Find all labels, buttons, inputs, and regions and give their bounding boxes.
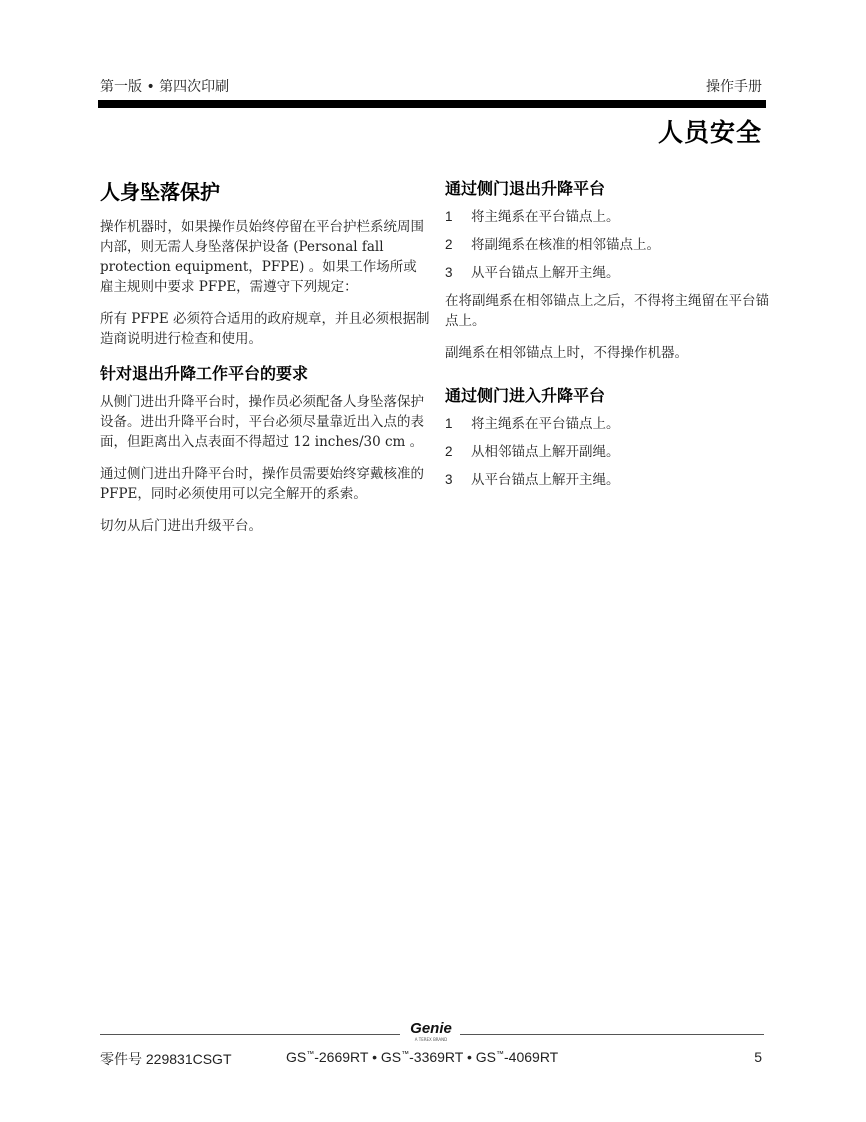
exit-steps-list xyxy=(445,207,770,291)
paragraph: 从侧门进出升降平台时，操作员必须配备人身坠落保护设备。进出升降平台时，平台必须尽量靠近出入点的表面，但距离出入点表面不得超过 12 inches/30 cm 。 xyxy=(100,394,424,450)
paragraph: 切勿从后门进出升级平台。 xyxy=(100,518,262,534)
paragraph: 通过侧门进出升降平台时，操作员需要始终穿戴核准的 PFPE，同时必须使用可以完全解开的系索。 xyxy=(100,466,424,502)
model-separator: • xyxy=(463,1049,476,1065)
header-edition: 第一版 • 第四次印刷 xyxy=(100,79,230,95)
model-number: -3369RT xyxy=(409,1049,464,1065)
model-brand: GS xyxy=(380,1049,402,1065)
step-text: 从相邻锚点上解开副绳。 xyxy=(471,444,620,460)
model-number: -4069RT xyxy=(504,1049,559,1065)
footer-rule-left xyxy=(100,1034,400,1035)
step-text: 从平台锚点上解开主绳。 xyxy=(471,472,620,488)
logo-wordmark: Genie xyxy=(410,1020,452,1037)
list-item xyxy=(445,263,770,291)
paragraph: 所有 PFPE 必须符合适用的政府规章，并且必须根据制造商说明进行检查和使用。 xyxy=(100,311,430,347)
page-title: 人员安全 xyxy=(657,118,762,147)
part-number: 零件号 229831CSGT xyxy=(100,1051,232,1067)
header-manual-title: 操作手册 xyxy=(706,79,762,95)
model-separator: • xyxy=(368,1049,381,1065)
model-brand: GS xyxy=(475,1049,497,1065)
section-heading-exit-requirements: 针对退出升降工作平台的要求 xyxy=(100,364,309,383)
paragraph: 操作机器时，如果操作员始终停留在平台护栏系统周围内部，则无需人身坠落保护设备 (Personal fall protection equipment，PFPE) 。如果工作场所或雇主规则中要求 PFPE，需遵守下列规定： xyxy=(100,219,424,295)
step-number: 2 xyxy=(445,444,453,459)
header-rule xyxy=(98,100,766,108)
trademark-mark: ™ xyxy=(496,1049,505,1059)
right-column xyxy=(445,176,770,498)
step-text: 将副绳系在核准的相邻锚点上。 xyxy=(471,237,660,253)
left-column xyxy=(100,176,430,548)
paragraph: 副绳系在相邻锚点上时，不得操作机器。 xyxy=(445,345,688,361)
genie-logo xyxy=(404,1021,458,1042)
list-item xyxy=(445,235,770,263)
section-heading-enter-side-gate: 通过侧门进入升降平台 xyxy=(445,386,606,405)
list-item xyxy=(445,207,770,235)
list-item xyxy=(445,414,770,442)
section-heading-fall-protection: 人身坠落保护 xyxy=(100,180,220,204)
page-number: 5 xyxy=(754,1049,762,1065)
model-number: -2669RT xyxy=(314,1049,369,1065)
step-text: 从平台锚点上解开主绳。 xyxy=(471,265,620,281)
step-number: 3 xyxy=(445,472,453,487)
section-heading-exit-side-gate: 通过侧门退出升降平台 xyxy=(445,179,606,198)
list-item xyxy=(445,470,770,498)
step-number: 3 xyxy=(445,265,453,280)
enter-steps-list xyxy=(445,414,770,498)
step-number: 1 xyxy=(445,209,453,224)
list-item xyxy=(445,442,770,470)
step-number: 2 xyxy=(445,237,453,252)
model-brand: GS xyxy=(286,1049,307,1065)
step-text: 将主绳系在平台锚点上。 xyxy=(471,209,620,225)
footer-rule-right xyxy=(460,1034,764,1035)
model-list xyxy=(286,1049,558,1065)
step-number: 1 xyxy=(445,416,453,431)
trademark-mark: ™ xyxy=(306,1049,315,1059)
logo-tagline: A TEREX BRAND xyxy=(414,1037,448,1042)
step-text: 将主绳系在平台锚点上。 xyxy=(471,416,620,432)
paragraph: 在将副绳系在相邻锚点上之后，不得将主绳留在平台锚点上。 xyxy=(445,293,769,329)
trademark-mark: ™ xyxy=(401,1049,410,1059)
